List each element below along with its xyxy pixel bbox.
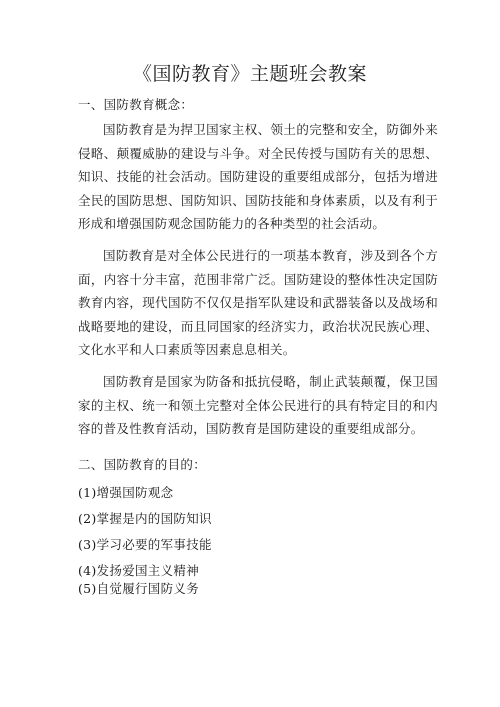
paragraph-concept-2: 国防教育是对全体公民进行的一项基本教育，涉及到各个方面，内容十分丰富，范围非常广泛。国防建设的整体性决定国防教育内容，现代国防不仅仅是指军队建设和武器装备以及战场和战略要地的建设，而且同国家的经济实力，政治状况民族心理、文化水平和人口素质等因素息息相关。 (78, 248, 438, 357)
section-heading-purpose: 二、国防教育的目的： (78, 457, 207, 472)
purpose-list-item: (1)增强国防观念 (78, 485, 174, 500)
paragraph-concept-1: 国防教育是为捍卫国家主权、领土的完整和安全，防御外来侵略、颠覆威胁的建设与斗争。对全民传授与国防有关的思想、知识、技能的社会活动。国防建设的重要组成部分，包括为增进全民的国防思想、国防知识、国防技能和身体素质，以及有利于形成和增强国防观念国防能力的各种类型的社会活动。 (78, 122, 438, 231)
purpose-list-item: (2)掌握是内的国防知识 (78, 511, 212, 526)
purpose-list-item: (4)发扬爱国主义精神 (78, 563, 200, 578)
paragraph-concept-3: 国防教育是国家为防备和抵抗侵略，制止武装颠覆，保卫国家的主权、统一和领土完整对全体公民进行的具有特定目的和内容的普及性教育活动，国防教育是国防建设的重要组成部分。 (78, 374, 438, 436)
document-title: 《国防教育》主题班会教案 (132, 63, 367, 85)
section-heading-concept: 一、国防教育概念： (78, 97, 194, 112)
purpose-list-item: (5)自觉履行国防义务 (78, 581, 200, 596)
purpose-list-item: (3)学习必要的军事技能 (78, 537, 212, 552)
